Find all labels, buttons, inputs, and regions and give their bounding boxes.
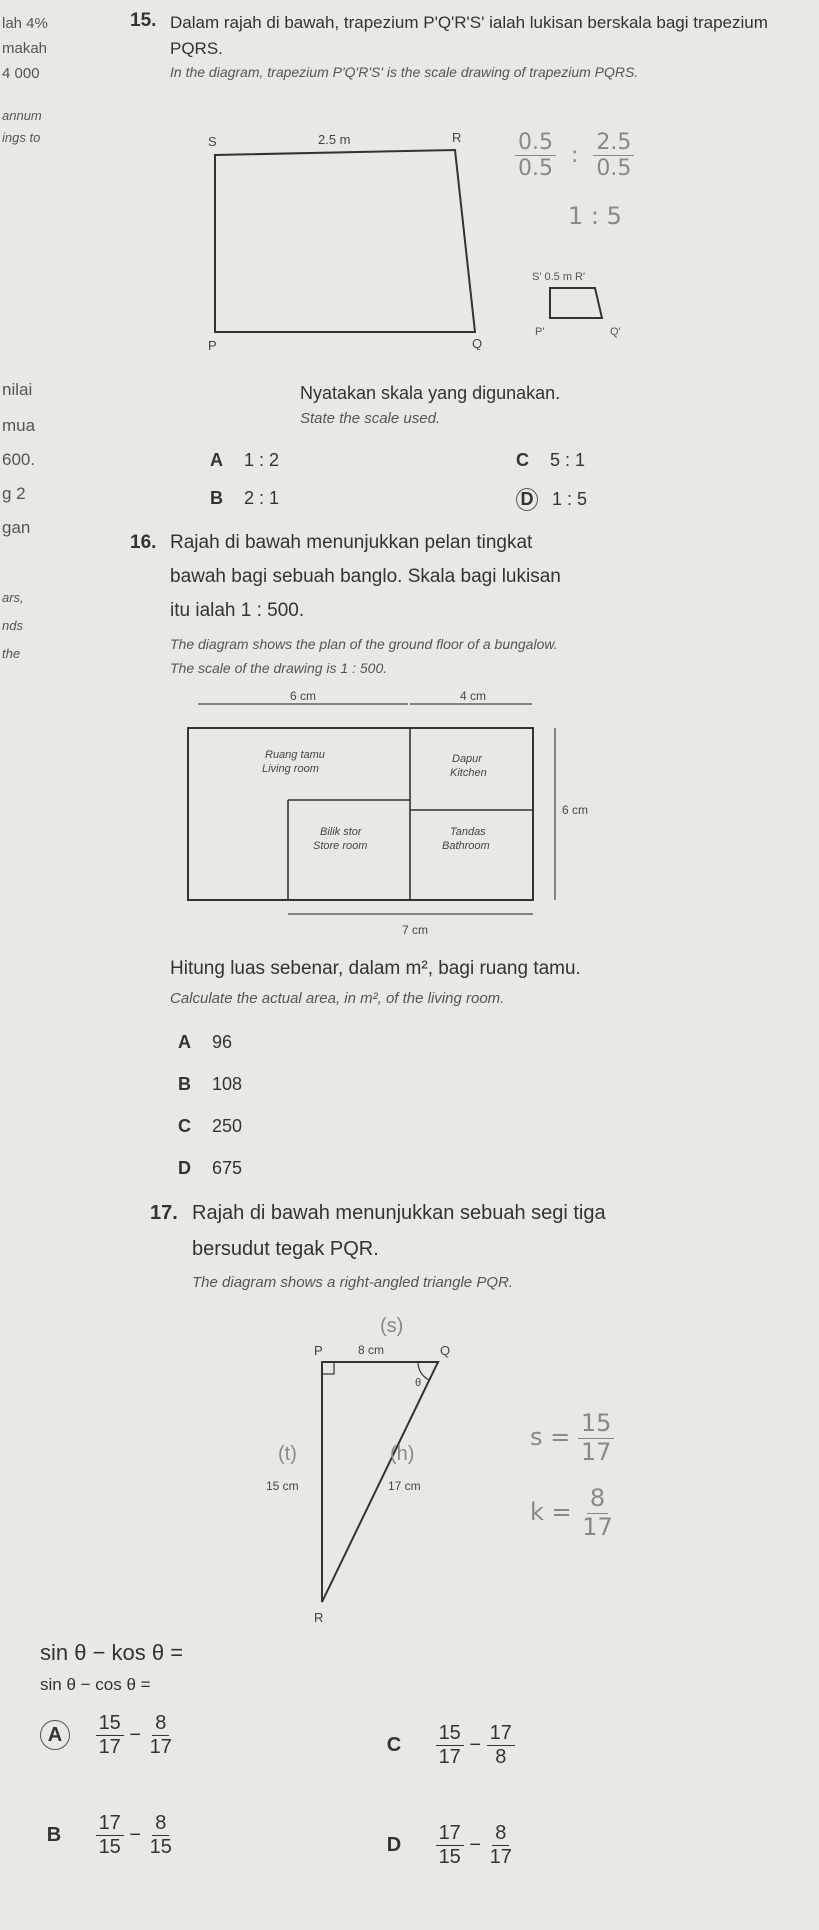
margin-text: 4 000 <box>2 65 40 82</box>
label-r: R <box>452 130 462 145</box>
option-letter: A <box>178 1032 191 1052</box>
q15-option-d[interactable] <box>516 488 587 511</box>
hw-den: 0.5 <box>518 156 553 182</box>
frac-num: 15 <box>96 1712 124 1736</box>
q15-instruction-en: State the scale used. <box>300 410 441 427</box>
dim-label-6cm: 6 cm <box>290 689 317 703</box>
hw-num: 2.5 <box>593 130 634 156</box>
q16-ask-ms: Hitung luas sebenar, dalam m², bagi ruang tamu. <box>170 958 581 979</box>
margin-text: ings to <box>2 130 41 145</box>
frac-den: 17 <box>489 1846 512 1868</box>
vertex-r: R <box>314 1610 324 1625</box>
room-living-en: Living room <box>262 763 319 775</box>
label-top-length: 2.5 m <box>318 132 351 147</box>
frac-num: 17 <box>487 1722 515 1746</box>
option-text: 96 <box>212 1032 233 1052</box>
q16-text-en-2: The scale of the drawing is 1 : 500. <box>170 660 388 676</box>
option-text: 5 : 1 <box>550 450 586 470</box>
q15-text-en: In the diagram, trapezium P'Q'R'S' is the scale drawing of trapezium PQRS. <box>170 64 639 80</box>
option-text: 1 : 2 <box>244 450 280 470</box>
option-letter: A <box>40 1720 70 1750</box>
trapezium-pqrs <box>215 150 475 332</box>
q15-instruction-ms: Nyatakan skala yang digunakan. <box>300 383 561 403</box>
q15-option-c[interactable] <box>516 450 585 471</box>
frac-den: 15 <box>438 1846 461 1868</box>
frac-num: 8 <box>152 1712 169 1736</box>
frac-num: 8 <box>152 1812 169 1836</box>
label-small-q: Q' <box>610 326 621 338</box>
q16-option-b[interactable] <box>178 1074 242 1095</box>
q17-number: 17. <box>150 1202 178 1224</box>
vertex-q: Q <box>440 1343 451 1358</box>
q16-option-a[interactable] <box>178 1032 232 1053</box>
q16-text-ms-1: Rajah di bawah menunjukkan pelan tingkat <box>170 532 533 553</box>
option-text: 250 <box>212 1116 243 1136</box>
hw-s-var: s = <box>530 1423 571 1452</box>
right-angle-mark <box>322 1362 334 1374</box>
margin-text: 600. <box>2 450 36 469</box>
room-living-ms: Ruang tamu <box>265 749 325 761</box>
hw-den: 17 <box>580 1437 612 1466</box>
dim-label-4cm: 4 cm <box>460 689 487 703</box>
label-small-top: S' 0.5 m R' <box>532 271 586 283</box>
q16-option-d[interactable] <box>178 1158 242 1179</box>
room-kitchen-en: Kitchen <box>450 767 487 779</box>
q15-option-a[interactable] <box>210 450 279 471</box>
hw-num: 15 <box>578 1410 615 1439</box>
margin-text: nds <box>2 618 23 633</box>
side-pr: 15 cm <box>266 1479 299 1493</box>
frac-num: 8 <box>492 1822 509 1846</box>
option-text: 1 : 5 <box>552 489 588 509</box>
margin-text: ars, <box>2 590 24 605</box>
q17-option-b[interactable]: B $\frac{17}{15}$ − $\frac{8}{15}$ <box>40 1812 175 1859</box>
q15-handwritten-ratio: 1 : 5 <box>568 202 622 230</box>
q15-option-b[interactable] <box>210 488 279 509</box>
q15-handwritten-fractions <box>515 130 634 182</box>
label-small-p: P' <box>535 326 545 338</box>
q17-option-c[interactable]: C $\frac{15}{17}$ − $\frac{17}{8}$ <box>380 1722 515 1769</box>
room-store-ms: Bilik stor <box>320 826 362 838</box>
frac-den: 15 <box>98 1836 121 1858</box>
option-letter: C <box>178 1116 191 1136</box>
q16-ask-en: Calculate the actual area, in m², of the living room. <box>170 990 505 1007</box>
hw-num: 8 <box>587 1485 608 1514</box>
dim-label-height: 6 cm <box>562 803 589 817</box>
frac-num: 17 <box>96 1812 124 1836</box>
option-letter: A <box>210 450 223 470</box>
room-bath-en: Bathroom <box>442 840 490 852</box>
frac-den: 8 <box>495 1746 507 1768</box>
margin-text: makah <box>2 40 48 57</box>
hw-h: (h) <box>390 1443 415 1465</box>
hw-k-var: k = <box>530 1498 572 1527</box>
margin-text: gan <box>2 518 31 537</box>
option-text: 675 <box>212 1158 243 1178</box>
q16-text-en-1: The diagram shows the plan of the ground floor of a bungalow. <box>170 636 558 652</box>
margin-text: lah 4% <box>2 15 48 32</box>
q15-number: 15. <box>130 10 157 31</box>
hw-den: 17 <box>582 1512 613 1541</box>
q16-option-c[interactable] <box>178 1116 242 1137</box>
frac-num: 15 <box>436 1722 464 1746</box>
margin-text: g 2 <box>2 484 26 503</box>
hw-num: 0.5 <box>515 130 556 156</box>
label-q: Q <box>472 336 483 350</box>
hw-den: 0.5 <box>596 156 632 182</box>
margin-text: nilai <box>2 380 33 399</box>
option-letter: B <box>210 488 223 508</box>
option-letter: C <box>516 450 529 470</box>
room-bath-ms: Tandas <box>450 826 486 838</box>
room-kitchen-ms: Dapur <box>452 753 482 765</box>
q17-text-ms-2: bersudut tegak PQR. <box>192 1238 379 1260</box>
trapezium-small <box>550 288 602 318</box>
q15-text-ms: Dalam rajah di bawah, trapezium P'Q'R'S' ialah lukisan berskala bagi trapezium PQRS. <box>170 13 768 58</box>
q16-text-ms-2: bawah bagi sebuah banglo. Skala bagi lukisan <box>170 566 561 587</box>
frac-den: 15 <box>149 1836 172 1858</box>
q16-text-ms-3: itu ialah 1 : 500. <box>170 600 305 621</box>
label-s: S <box>208 134 217 149</box>
q17-triangle-diagram <box>240 1300 800 1640</box>
frac-den: 17 <box>98 1736 121 1758</box>
hw-colon: : <box>571 142 579 168</box>
q17-option-a[interactable]: A $\frac{15}{17}$ − $\frac{8}{17}$ <box>40 1712 175 1759</box>
q17-handwritten-k <box>530 1485 616 1541</box>
q16-number: 16. <box>130 532 157 553</box>
option-letter: D <box>178 1158 191 1178</box>
q17-handwritten-s <box>530 1410 614 1466</box>
side-pq: 8 cm <box>358 1343 385 1357</box>
theta-label: θ <box>415 1377 422 1389</box>
dim-label-bottom: 7 cm <box>402 923 429 937</box>
option-letter: C <box>386 1733 402 1756</box>
option-letter: D <box>386 1833 402 1856</box>
q17-option-d[interactable]: D $\frac{17}{15}$ − $\frac{8}{17}$ <box>380 1822 515 1869</box>
option-letter: B <box>178 1074 191 1094</box>
q17-text-ms-1: Rajah di bawah menunjukkan sebuah segi tiga <box>192 1202 606 1224</box>
q16-floor-plan <box>170 688 690 948</box>
margin-text: mua <box>2 416 36 435</box>
vertex-p: P <box>314 1343 323 1358</box>
hw-s: (s) <box>380 1315 404 1337</box>
frac-den: 17 <box>438 1746 461 1768</box>
margin-text: the <box>2 646 21 661</box>
option-letter: D <box>516 488 538 511</box>
hw-t: (t) <box>278 1443 297 1465</box>
room-store-en: Store room <box>313 840 368 852</box>
option-text: 2 : 1 <box>244 488 280 508</box>
option-text: 108 <box>212 1074 243 1094</box>
q17-equation-ms: sin θ − kos θ = <box>40 1640 184 1665</box>
option-letter: B <box>46 1823 62 1846</box>
q17-equation-en: sin θ − cos θ = <box>40 1675 151 1694</box>
frac-den: 17 <box>149 1736 172 1758</box>
margin-text: annum <box>2 108 42 123</box>
frac-num: 17 <box>436 1822 464 1846</box>
q17-text-en: The diagram shows a right-angled triangle PQR. <box>192 1274 513 1291</box>
side-qr: 17 cm <box>388 1479 421 1493</box>
q15-trapezium-diagram <box>150 120 819 350</box>
label-p: P <box>208 338 217 350</box>
